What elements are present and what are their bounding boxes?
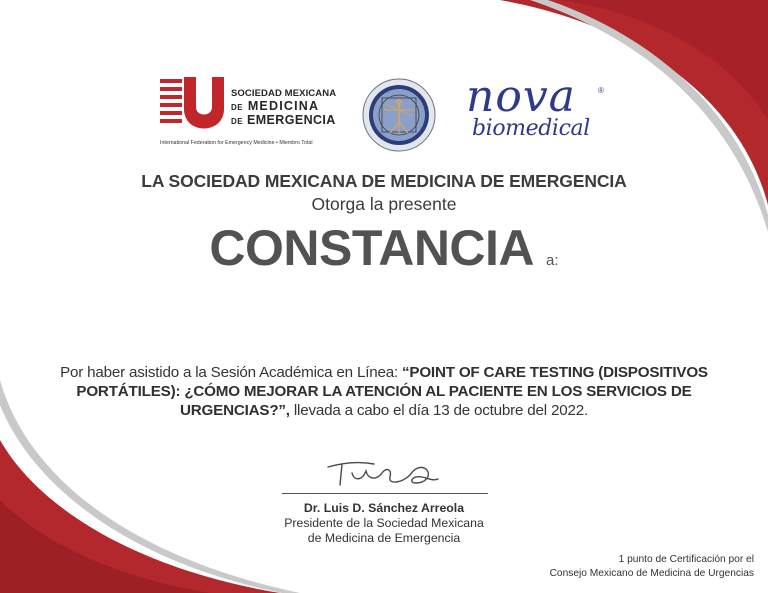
smme-u-icon — [160, 77, 224, 133]
smme-line2-word: MEDICINA — [247, 99, 320, 113]
smme-name — [231, 88, 336, 128]
recipient-prefix: a: — [546, 252, 559, 269]
nova-word: nova — [466, 71, 576, 122]
smme-line2-prefix: DE — [231, 103, 244, 112]
signer-role-line2: de Medicina de Emergencia — [307, 531, 461, 545]
society-heading: LA SOCIEDAD MEXICANA DE MEDICINA DE EMERGENCIA — [141, 171, 627, 191]
session-title: “POINT OF CARE TESTING (DISPOSITIVOS PORTÁTILES): ¿CÓMO MEJORAR LA ATENCIÓN AL PACIENTE EN LOS SERVICIOS DE URGENCIAS?”, — [76, 364, 708, 419]
handwritten-signature-icon — [322, 455, 442, 489]
smme-line3-word: EMERGENCIA — [247, 113, 336, 127]
smme-line1: SOCIEDAD MEXICANA — [231, 88, 337, 99]
nova-biomedical-word: biomedical — [472, 116, 590, 141]
credit-line1: 1 punto de Certificación por el — [618, 554, 754, 565]
nova-registered-mark: ® — [598, 86, 604, 95]
credit-line2: Consejo Mexicano de Medicina de Urgencias — [549, 568, 754, 579]
certificate-title: CONSTANCIA — [209, 220, 535, 276]
signer-role-line1: Presidente de la Sociedad Mexicana — [284, 516, 484, 530]
certificate-body — [30, 363, 738, 420]
smme-logo — [160, 77, 350, 152]
body-intro: Por haber asistido a la Sesión Académica en Línea: — [60, 364, 402, 381]
vitruvian-man-seal-icon — [362, 78, 436, 152]
body-date: llevada a cabo el día 13 de octubre del 2022. — [289, 402, 588, 419]
smme-line3-prefix: DE — [231, 117, 244, 126]
signature-line — [282, 493, 488, 494]
smme-federation-text: International Federation for Emergency Medicine • Miembro Total — [160, 140, 313, 146]
signer-name: Dr. Luis D. Sánchez Arreola — [303, 501, 465, 515]
grants-text: Otorga la presente — [311, 194, 457, 214]
nova-biomedical-logo — [466, 71, 616, 144]
certificate-title-row — [0, 219, 768, 279]
